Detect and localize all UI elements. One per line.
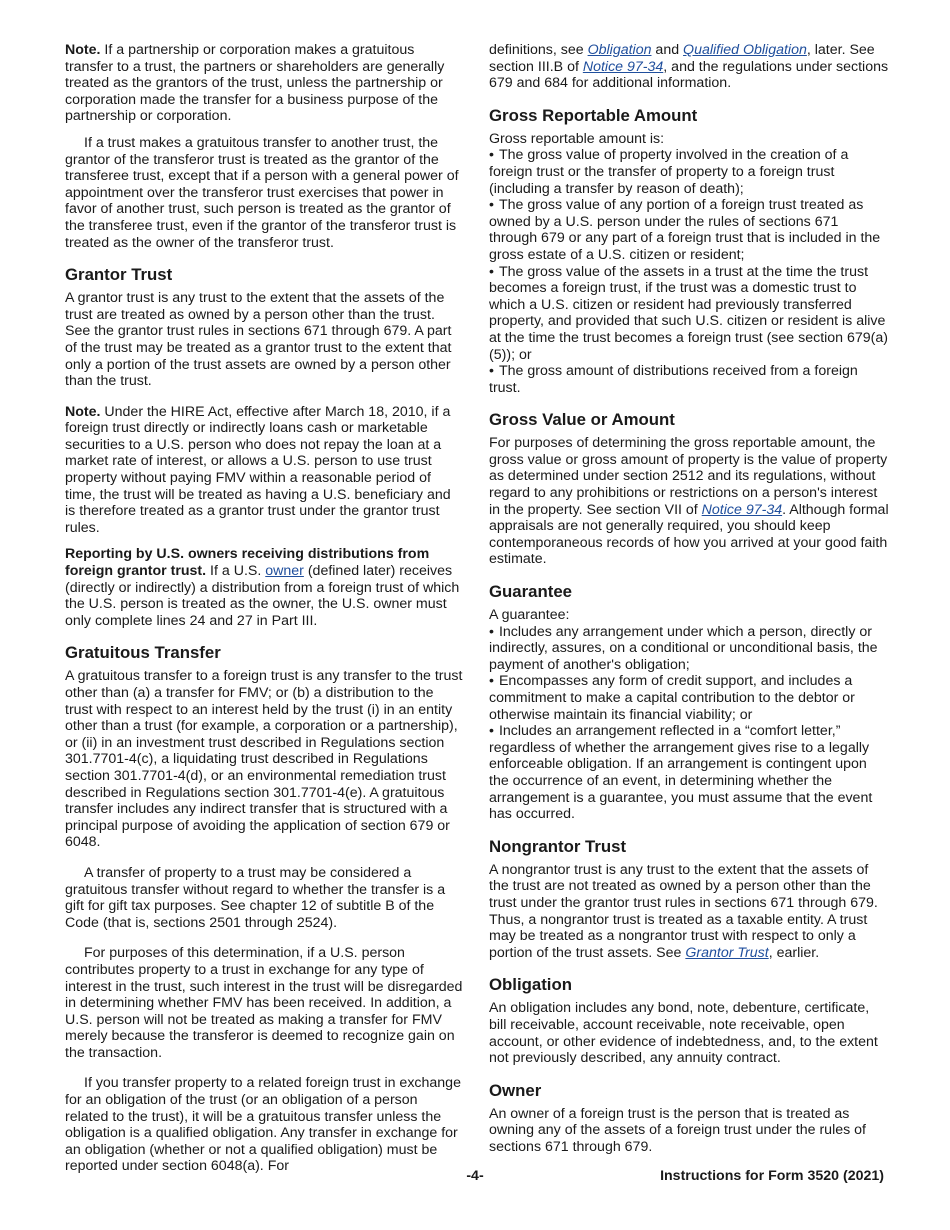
- left-column: [65, 42, 463, 1185]
- paragraph-nongrantor-trust: [489, 862, 889, 962]
- heading-obligation: Obligation: [489, 975, 572, 995]
- heading-grantor-trust: Grantor Trust: [65, 265, 173, 285]
- bullet-icon: •: [489, 363, 494, 380]
- paragraph-fmv-determination: For purposes of this determination, if a U.S. person contributes property to a trust in exchange for any type of interest in the trust, such interest in the trust will be disregarded in determining whether FMV has been received. In addition, a U.S. person will not be treated as making a transfer for FMV merely because the transferor is deemed to recognize gain on the transaction.: [65, 945, 463, 1061]
- notice-97-34-link[interactable]: Notice 97-34: [701, 501, 783, 518]
- note-text: Under the HIRE Act, effective after March 18, 2010, if a foreign trust directly or indirectly loans cash or marketable securities to a U.S. person who does not repay the loan at a market rate of interest, or allows a U.S. person to use trust property without paying FMV within a reasonable period of time, the trust will be treated as having a U.S. beneficiary and is therefore treated as a grantor trust under the grantor trust rules.: [65, 403, 451, 536]
- paragraph-definitions-continued: [489, 42, 889, 92]
- list-item-text: The gross value of property involved in the creation of a foreign trust or the transfer of property to a foreign trust (including a transfer by reason of death);: [489, 147, 849, 197]
- reporting-lead: Reporting by U.S. owners receiving distributions from foreign grantor trust.: [65, 546, 430, 580]
- note-label: Note.: [65, 403, 101, 420]
- bullet-icon: •: [489, 623, 494, 640]
- text: definitions, see: [489, 42, 588, 58]
- text: A nongrantor trust is any trust to the extent that the assets of the trust are not treated as owned by a person other than the trust under the grantor trust rules in sections 671 through 679. Thus, a nongrantor trust is treated as a taxable entity. A trust may be treated as a nongrantor trust with respect to only a portion of the trust assets. See: [489, 861, 878, 961]
- paragraph-grantor-trust: A grantor trust is any trust to the extent that the assets of the trust are treated as owned by a person other than the trust. See the grantor trust rules in sections 671 through 679. A part of the trust may be treated as a grantor trust to the extent that only a portion of the trust assets are owned by a person other than the trust.: [65, 290, 452, 390]
- qualified-obligation-link[interactable]: Qualified Obligation: [683, 42, 807, 58]
- text: , later. See section III.B of: [489, 42, 875, 75]
- guarantee-intro: A guarantee:: [489, 607, 570, 624]
- bullet-icon: •: [489, 263, 494, 280]
- form-title: Instructions for Form 3520 (2021): [660, 1168, 884, 1184]
- text: , earlier.: [768, 944, 820, 961]
- list-item-text: Includes an arrangement reflected in a “comfort letter,” regardless of whether the arrangement gives rise to a legally enforceable obligation. If an arrangement is contingent upon the occurrence of an event, in determining whether the arrangement is a guarantee, you must assume that the event has occurred.: [489, 723, 873, 823]
- grantor-trust-link[interactable]: Grantor Trust: [685, 944, 769, 961]
- owner-link[interactable]: owner: [265, 563, 304, 580]
- heading-gratuitous-transfer: Gratuitous Transfer: [65, 643, 221, 663]
- paragraph-related-trust: If you transfer property to a related foreign trust in exchange for an obligation of the trust (or an obligation of a person related to the trust), it will be a gratuitous transfer unless the obligation is a qualified obligation. Any transfer in exchange for an obligation (whether or not a qualified obligation) must be reported under section 6048(a). For: [65, 1075, 461, 1175]
- heading-gross-reportable-amount: Gross Reportable Amount: [489, 105, 698, 125]
- text: and: [651, 42, 684, 58]
- heading-gross-value-or-amount: Gross Value or Amount: [489, 410, 675, 430]
- heading-nongrantor-trust: Nongrantor Trust: [489, 836, 627, 856]
- text: , and the regulations under sections 679 and 684 for additional information.: [489, 58, 889, 92]
- list-item-text: The gross value of the assets in a trust at the time the trust becomes a foreign trust, if the trust was a domestic trust to which a U.S. citizen or resident had previously transferred property, and provided that such U.S. citizen or resident is alive at the time the trust becomes a foreign trust (see section 679(a)(5)); or: [489, 263, 889, 363]
- list-item: [489, 147, 889, 197]
- paragraph-gift-tax: A transfer of property to a trust may be considered a gratuitous transfer without regard to whether the transfer is a gift for gift tax purposes. See chapter 12 of subtitle B of the Code (that is, sections 2501 through 2524).: [65, 864, 446, 931]
- reporting-text-pre: If a U.S.: [206, 563, 266, 580]
- list-item: [489, 197, 889, 263]
- note-partnership: [65, 42, 463, 125]
- text: . Although formal appraisals are not generally required, you should keep contemporaneous records of how you arrived at your good faith estimate.: [489, 501, 889, 568]
- note-text: If a partnership or corporation makes a gratuitous transfer to a trust, the partners or shareholders are generally treated as the grantors of the trust, unless the partnership or corporation made the transfer for a business purpose of the partnership or corporation.: [65, 42, 445, 125]
- gra-intro: Gross reportable amount is:: [489, 130, 665, 147]
- paragraph-reporting-owners: [65, 546, 463, 629]
- paragraph-gross-value: [489, 435, 889, 568]
- note-hire-act: [65, 404, 463, 537]
- list-item-text: Encompasses any form of credit support, and includes a commitment to make a capital contribution to the debtor or otherwise maintain its financial viability; or: [489, 673, 855, 723]
- heading-guarantee: Guarantee: [489, 582, 573, 602]
- paragraph-owner: An owner of a foreign trust is the person that is treated as owning any of the assets of a foreign trust under the rules of sections 671 through 679.: [489, 1105, 866, 1155]
- text: For purposes of determining the gross reportable amount, the gross value or gross amount of property is the value of property as determined under section 2512 and its regulations, without regard to any prohibitions or restrictions on a person's interest in the property. See section VII of: [489, 435, 888, 518]
- list-item: [489, 673, 889, 723]
- list-item: [489, 264, 889, 364]
- guarantee-list: [489, 624, 889, 823]
- obligation-link[interactable]: Obligation: [587, 42, 652, 58]
- list-item: [489, 624, 889, 674]
- paragraph-obligation: An obligation includes any bond, note, debenture, certificate, bill receivable, account receivable, note receivable, open account, or other evidence of indebtedness, and, to the extent not previously described, any annuity contract.: [489, 1000, 878, 1067]
- right-column: [489, 42, 889, 1165]
- bullet-icon: •: [489, 673, 494, 690]
- bullet-icon: •: [489, 723, 494, 740]
- reporting-text-post: (defined later) receives (directly or indirectly) a distribution from a foreign trust of which the U.S. person is treated as the owner, the U.S. owner must only complete lines 24 and 27 in Part III.: [65, 563, 460, 629]
- list-item-text: The gross value of any portion of a foreign trust treated as owned by a U.S. person under the rules of sections 671 through 679 or any part of a foreign trust that is included in the gross estate of a U.S. citizen or resident;: [489, 197, 881, 263]
- list-item-text: The gross amount of distributions received from a foreign trust.: [489, 363, 858, 396]
- notice-97-34-link[interactable]: Notice 97-34: [582, 58, 664, 75]
- note-label: Note.: [65, 42, 101, 58]
- gra-list: [489, 147, 889, 396]
- list-item-text: Includes any arrangement under which a person, directly or indirectly, assures, on a conditional or unconditional basis, the payment of another's obligation;: [489, 623, 878, 673]
- paragraph-gratuitous-transfer: A gratuitous transfer to a foreign trust is any transfer to the trust other than (a) a transfer for FMV; or (b) a distribution to the trust with respect to an interest held by the trust (i) in an entity other than a trust (for example, a corporation or a partnership), or (ii) in an investment trust described in Regulations section 301.7701-4(c), a liquidating trust described in Regulations section 301.7701-4(d), or an environmental remediation trust described in Regulations section 301.7701-4(e). A gratuitous transfer includes any indirect transfer that is structured with a principal purpose of avoiding the application of section 679 or 6048.: [65, 668, 463, 851]
- list-item: [489, 723, 889, 823]
- bullet-icon: •: [489, 197, 494, 214]
- bullet-icon: •: [489, 147, 494, 164]
- page-number: -4-: [466, 1168, 484, 1184]
- paragraph-trust-transfer: If a trust makes a gratuitous transfer to another trust, the grantor of the transferor trust is treated as the grantor of the transferee trust, except that if a person with a general power of appointment over the transferor trust exercises that power in favor of another trust, such person is treated as the grantor of the transferee trust, even if the grantor of the transferor trust is treated as the owner of the transferor trust.: [65, 134, 459, 251]
- list-item: [489, 363, 889, 396]
- heading-owner: Owner: [489, 1080, 542, 1100]
